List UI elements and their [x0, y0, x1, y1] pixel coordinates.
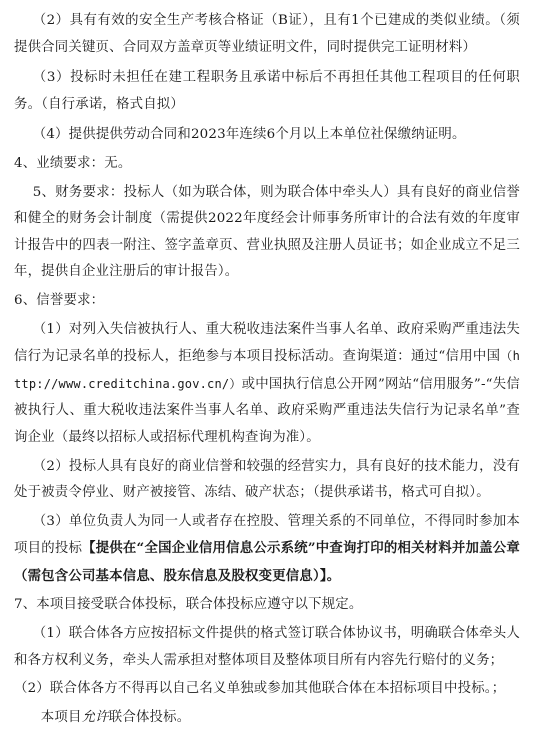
heading-performance-requirement: 4、业绩要求：无。 — [14, 155, 132, 171]
handwritten-allowed: 允许 — [81, 709, 109, 725]
paragraph-financial-requirement: 5、财务要求：投标人（如为联合体，则为联合体中牵头人）具有良好的商业信誉和健全的财务会计制度（需提供2022年度经会计师事务所审计的合法有效的年度审计报告中的四表一附注、签字盖章页、营业执照及注册人员证书；如企业成立不足三年，提供自企业注册后的审计报告）。 — [14, 184, 520, 280]
paragraph-related-units — [14, 509, 520, 591]
paragraph-consortium-allowed — [14, 705, 520, 732]
paragraph-no-other-position: （3）投标时未担任在建工程职务且承诺中标后不再担任其他工程项目的任何职务。（自行承诺，格式自拟） — [14, 70, 520, 112]
paragraph-business-reputation: （2）投标人具有良好的商业信誉和较强的经营实力，具有良好的技术能力，没有处于被责令停业、财产被接管、冻结、破产状态；（提供承诺书，格式可自拟）。 — [14, 458, 520, 501]
paragraph-consortium-restriction: （2）联合体各方不得再以自己名义单独或参加其他联合体在本招标项目中投标。； — [14, 681, 506, 697]
consortium-allowed-text-end: 联合体投标。 — [108, 709, 191, 725]
paragraph-safety-certificate: （2）具有有效的安全生产考核合格证（B证），且有1个已建成的类似业绩。（须提供合同关键页、合同双方盖章页等业绩证明文件，同时提供完工证明材料） — [14, 13, 520, 55]
heading-consortium: 7、本项目接受联合体投标，联合体投标应遵守以下规定。 — [14, 597, 363, 613]
related-units-text: （3）单位负责人为同一人或者存在控股、管理关系的不同单位，不得同时参加本项目的投标 — [14, 513, 520, 557]
credit-blacklist-text-cont: 或中国执行信息公开网”网站“信用服务”-“失信被执行人、重大税收违法案件当事人名单、政府采购严重违法失信行为记录名单”查询企业（最终以招标人或招标代理机构查询为准）。 — [14, 376, 520, 445]
paragraph-credit-blacklist — [14, 317, 520, 452]
credit-china-url: （http://www.creditchina.gov.cn/） — [14, 349, 521, 391]
paragraph-labor-contract: （4）提供提供劳动合同和2023年连续6个月以上本单位社保缴纳证明。 — [32, 127, 466, 143]
paragraph-consortium-agreement: （1）联合体各方应按招标文件提供的格式签订联合体协议书，明确联合体牵头人和各方权利义务，牵头人需承担对整体项目及整体项目所有内容先行赔付的义务； — [14, 626, 520, 668]
credit-blacklist-text: （1）对列入失信被执行人、重大税收违法案件当事人名单、政府采购严重违法失信行为记录名单的投标人，拒绝参与本项目投标活动。查询渠道：通过“信用中国 — [14, 321, 520, 365]
consortium-allowed-text: 本项目 — [40, 709, 82, 725]
heading-credit-requirement: 6、信誉要求： — [14, 292, 105, 308]
related-units-bracket-text: 【提供在“全国企业信用信息公示系统”中查询打印的相关材料并加盖公章（需包含公司基本信息、股东信息及股权变更信息）】。 — [14, 540, 520, 584]
